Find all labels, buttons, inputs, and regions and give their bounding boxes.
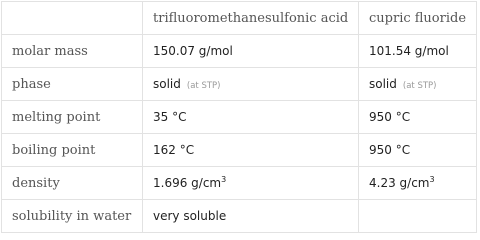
unit-exponent: 3 (221, 175, 227, 184)
value-cell (143, 68, 359, 101)
value-cell: 162 °C (143, 134, 359, 167)
value-cell: very soluble (143, 200, 359, 233)
column-header-cupric-fluoride: cupric fluoride (359, 2, 477, 35)
value-cell (359, 167, 477, 200)
value-text: solid (369, 77, 397, 91)
properties-table (1, 1, 477, 233)
table-row-solubility-in-water (2, 200, 477, 233)
row-label: molar mass (2, 35, 143, 68)
value-cell (359, 200, 477, 233)
value-cell: 101.54 g/mol (359, 35, 477, 68)
value-cell: 35 °C (143, 101, 359, 134)
row-label: density (2, 167, 143, 200)
value-cell: 950 °C (359, 101, 477, 134)
table-row-phase (2, 68, 477, 101)
value-cell (359, 68, 477, 101)
column-header-trifluoromethanesulfonic-acid: trifluoromethanesulfonic acid (143, 2, 359, 35)
row-label: melting point (2, 101, 143, 134)
row-label: phase (2, 68, 143, 101)
value-text: 4.23 g/cm (369, 176, 430, 190)
row-label: solubility in water (2, 200, 143, 233)
condition-note: (at STP) (186, 81, 221, 91)
table-row-molar-mass (2, 35, 477, 68)
table-row-density (2, 167, 477, 200)
table-row-melting-point (2, 101, 477, 134)
value-cell: 150.07 g/mol (143, 35, 359, 68)
header-row (2, 2, 477, 35)
table-row-boiling-point (2, 134, 477, 167)
value-text: 1.696 g/cm (153, 176, 222, 190)
value-cell: 950 °C (359, 134, 477, 167)
value-text: solid (153, 77, 181, 91)
value-cell (143, 167, 359, 200)
header-corner-cell (2, 2, 143, 35)
row-label: boiling point (2, 134, 143, 167)
condition-note: (at STP) (402, 81, 437, 91)
unit-exponent: 3 (429, 175, 435, 184)
